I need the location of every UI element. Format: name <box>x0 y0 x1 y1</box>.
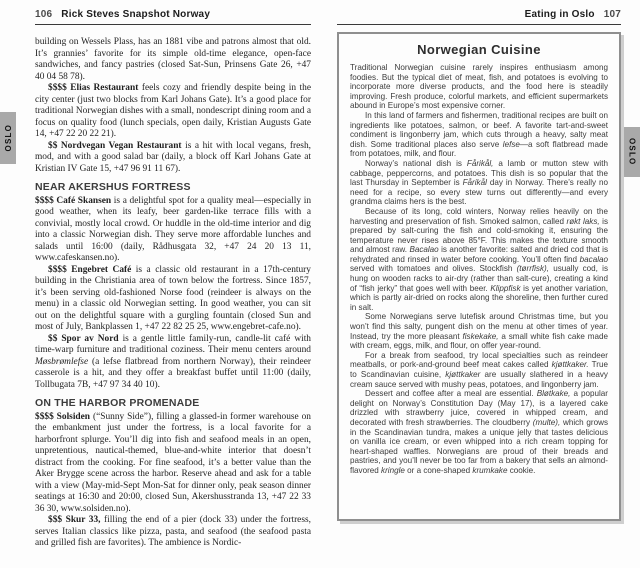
oslo-chapter-tab-left <box>0 112 16 164</box>
oslo-tab-label-right: OSLO <box>627 138 637 166</box>
left-page-number: 106 <box>35 9 53 20</box>
right-running-title: Eating in Oslo <box>524 9 595 20</box>
paragraph: $$$$ Café Skansen is a delightful spot for a quality meal—especially in good weather, when its leafy, beer garden-like terrace fills with a convivial, mostly local crowd. Or huddle in the old-time interior and dig into a classic Norwegian dish. They serve more affordable lunches and salads until 16:00 (daily, Rådhusgata 32, +47 24 20 13 11, www.cafeskansen.no). <box>35 195 312 263</box>
paragraph: Because of its long, cold winters, Norway relies heavily on the harvesting and preservation of fish. Smoked salmon, called røkt laks, is prepared by salt-curing the fish and cold-smoking it, ensuring the temperature never rises above 85°F. This makes the texture smooth and almost raw. Bacalao is another favorite: salted and dried cod that is rehydrated and rinsed in water before cooking. You’ll often find bacalao served with tomatoes and olives. Stockfish (tørrfisk), usually cod, is hung on wooden racks to air-dry (rather than salt-cure), creating a kind of “fish jerky” that goes well with beer. Klippfisk is yet another variation, which is partly air-dried on rocks along the shoreline, then further cured in salt. <box>350 206 609 312</box>
oslo-tab-label-left: OSLO <box>3 124 13 152</box>
sidebar-body-text <box>350 63 608 476</box>
left-running-header <box>35 9 311 20</box>
section-heading: NEAR AKERSHUS FORTRESS <box>35 181 191 193</box>
left-header-rule <box>35 24 311 25</box>
right-page-number: 107 <box>603 9 621 20</box>
left-running-title: Rick Steves Snapshot Norway <box>61 9 211 20</box>
paragraph: For a break from seafood, try local specialties such as reindeer meatballs, or pork-and-ground beef meat cakes called kjøttkaker. True to Scandinavian cuisine, kjøttkaker are usually slathered in a heavy cream sauce served with mushy peas, potatoes, and lingonberry jam. <box>350 350 608 389</box>
oslo-chapter-tab-right <box>624 127 640 177</box>
right-page <box>337 9 621 521</box>
section-heading: ON THE HARBOR PROMENADE <box>35 397 200 409</box>
paragraph: In this land of farmers and fishermen, traditional recipes are built on ingredients like potatoes, salmon, or beef. A favorite tart-and-sweet condiment is lingonberry jam, which cuts through a heavy, salty meat dish. Some traditional places also serve lefse—a soft flatbread made from potatoes, milk, and flour. <box>350 110 608 159</box>
right-running-header <box>337 9 621 20</box>
left-page <box>35 9 311 550</box>
paragraph: Traditional Norwegian cuisine rarely inspires enthusiasm among foodies. But the typical diet of meat, fish, and potatoes is evolving to incorporate more diverse products, and the food here is steadily improving. Fresh produce, colorful markets, and efficient supermarkets abound in Europe’s most expensive corner. <box>350 63 608 111</box>
paragraph: building on Wessels Plass, has an 1881 vibe and patrons almost that old. It’s grannies’ favorite for its simple old-time elegance, open-face sandwiches, and fancy pastries (closed Sat-Sun, Prinsens Gate 26, +47 40 04 58 78). <box>35 37 311 82</box>
paragraph: $$$$ Solsiden (“Sunny Side”), filling a glassed-in former warehouse on the embankment just under the fortress, is a local favorite for a harborfront splurge. You’ll dig into fish and seafood meals in an open, unpretentious, nautical-themed, blue-and-white interior that doesn’t distract from the cooking. For fine seafood, it’s a better value than the Aker Brygge scene across the harbor. Reserve ahead and ask for a table with a view (May-mid-Sept Mon-Sat for dinner only, peak season dinner seatings at 16:30 and 20:00, closed Sun, Akershusstranda 13, +47 22 33 36 30, www.solsiden.no). <box>35 411 311 514</box>
paragraph: $$$$ Engebret Café is a classic old restaurant in a 17th-century building in the Christiania area of town below the fortress. Since 1857, it’s been serving old-fashioned Norse food (reindeer is always on the menu) in a classic old Norwegian setting. In good weather, you can sit out on the delightful square with a gurgling fountain (closed Sun and most of July, Bankplassen 1, +47 22 82 25 25, www.engebret-cafe.no). <box>35 264 311 332</box>
paragraph: Some Norwegians serve lutefisk around Christmas time, but you won’t find this salty, pungent dish on the menu at other times of year. Instead, try the more pleasant fiskekake, a small white fish cake made with cream, eggs, milk, and flour, on offer year-round. <box>350 312 609 351</box>
paragraph: $$ Nordvegan Vegan Restaurant is a hit with local vegans, fresh, mod, and with a good salad bar (daily, a block off Karl Johans Gate at Kristian IV Gate 15, +47 96 91 11 67). <box>35 140 311 174</box>
paragraph: Norway’s national dish is Fårikål, a lamb or mutton stew with cabbage, peppercorns, and potatoes. This dish is so popular that the last Thursday in September is Fårikål day in Norway. There’s really no need for a recipe, so every stew turns out differently—and every grandma claims hers is the best. <box>350 158 608 207</box>
sidebar-title: Norwegian Cuisine <box>417 42 541 57</box>
paragraph: Dessert and coffee after a meal are essential. Bløtkake, a popular delight on Norway’s Constitution Day (May 17), is a layered cake drizzled with strawberry juice, covered in whipped cream, and decorated with fresh strawberries. The cloudberry (multe), which grows in the Scandinavian tundra, makes a unique jelly that tastes delicious on vanilla ice cream, or even whipped into a rich cream topping for heart-shaped waffles. Norwegians are proud of their breads and pastries, and you’ll never be too far from a bakery that sells an almond-flavored kringle or a cone-shaped krumkake cookie. <box>350 389 609 475</box>
paragraph: $$$ Skur 33, filling the end of a pier (dock 33) under the fortress, serves Italian classics like pizza, pasta, and seafood (the seafood pasta and grilled fish are favorites). The ambience is Nordic- <box>35 515 311 548</box>
right-header-rule <box>337 24 621 25</box>
left-body-text <box>35 37 311 550</box>
paragraph: $$$$ Elias Restaurant feels cozy and friendly despite being in the city center (just two blocks from Karl Johans Gate). It’s a good place for traditional Norwegian dishes with a small, nondescript dining room and a focus on quality food (lunch specials, open daily, Kristian Augusts Gate 14, +47 22 20 22 21). <box>35 83 311 139</box>
paragraph: $$ Spor av Nord is a gentle little family-run, candle-lit café with time-warp furniture and traditional coziness. Their menu centers around Møsbrømlefse (a lefse flatbread from northern Norway), their reindeer casserole is a hit, and they offer a breakfast buffet until 11:00 (daily, Tollbugata 7B, +47 97 34 40 10). <box>35 333 311 390</box>
norwegian-cuisine-sidebar <box>337 32 621 521</box>
